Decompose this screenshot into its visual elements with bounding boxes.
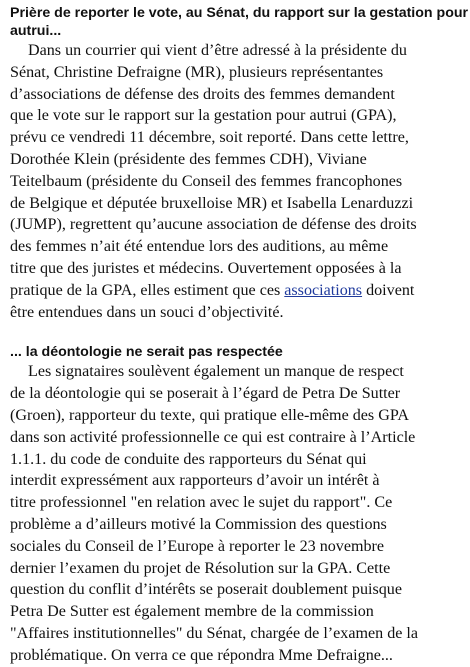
heading-line: autrui...: [10, 23, 62, 39]
section-heading-deontologie: [10, 343, 462, 361]
paragraph-vote: [10, 40, 462, 323]
text-line: titre professionnel "en relation avec le sujet du rapport". Ce: [10, 494, 393, 512]
text-line: (JUMP), regrettent qu’aucune association de défense des droits: [10, 216, 417, 234]
text-line: prévu ce vendredi 11 décembre, soit reporté. Dans cette lettre,: [10, 129, 409, 147]
text-fragment: doivent: [362, 281, 415, 299]
text-line: d’associations de défense des droits des femmes demandent: [10, 85, 395, 103]
text-line: dans son activité professionnelle ce qui est contraire à l’Article: [10, 428, 416, 446]
text-line: Sénat, Christine Defraigne (MR), plusieurs représentantes: [10, 63, 384, 81]
text-line: dernier l’examen du projet de Résolution sur la GPA. Cette: [10, 559, 391, 577]
text-fragment: pratique de la GPA, elles estiment que ces: [10, 281, 281, 299]
text-line: Petra De Sutter est également membre de la commission: [10, 603, 374, 621]
text-line: sociales du Conseil de l’Europe à reporter le 23 novembre: [10, 537, 385, 555]
heading-line: Prière de reporter le vote, au Sénat, du rapport sur la gestation pour: [10, 5, 469, 21]
heading-line: ... la déontologie ne serait pas respectée: [10, 344, 283, 361]
text-line-with-link: [10, 280, 462, 302]
section-spacer: [10, 323, 462, 343]
text-line: (Groen), rapporteur du texte, qui pratique elle-même des GPA: [10, 406, 409, 424]
text-line: que le vote sur le rapport sur la gestation pour autrui (GPA),: [10, 107, 397, 125]
text-line: de la déontologie qui se poserait à l’égard de Petra De Sutter: [10, 385, 401, 403]
text-line: Teitelbaum (présidente du Conseil des femmes francophones: [10, 172, 403, 190]
associations-link[interactable]: associations: [284, 281, 363, 299]
text-line: de Belgique et députée bruxelloise MR) et Isabella Lenarduzzi: [10, 194, 414, 212]
text-line: "Affaires institutionnelles" du Sénat, chargée de l’examen de la: [10, 624, 419, 642]
text-line: des femmes n’ait été entendue lors des auditions, au même: [10, 238, 389, 256]
text-line: question du conflit d’intérêts se poserait doublement puisque: [10, 581, 402, 599]
text-line: être entendues dans un souci d’objectivité.: [10, 303, 284, 321]
paragraph-deontologie: [10, 361, 462, 666]
text-line: interdit expressément aux rapporteurs d’avoir un intérêt à: [10, 472, 380, 490]
text-line: titre que des juristes et médecins. Ouvertement opposées à la: [10, 259, 402, 277]
text-line: Dans un courrier qui vient d’être adressé à la présidente du: [28, 42, 407, 59]
text-line: problème a d’ailleurs motivé la Commission des questions: [10, 515, 387, 533]
text-line: 1.1.1. du code de conduite des rapporteurs du Sénat qui: [10, 450, 367, 468]
section-heading-vote: [10, 4, 469, 40]
text-line: Les signataires soulèvent également un manque de respect: [28, 363, 404, 381]
text-line: Dorothée Klein (présidente des femmes CDH), Viviane: [10, 150, 367, 168]
text-line: problématique. On verra ce que répondra Mme Defraigne...: [10, 646, 393, 664]
